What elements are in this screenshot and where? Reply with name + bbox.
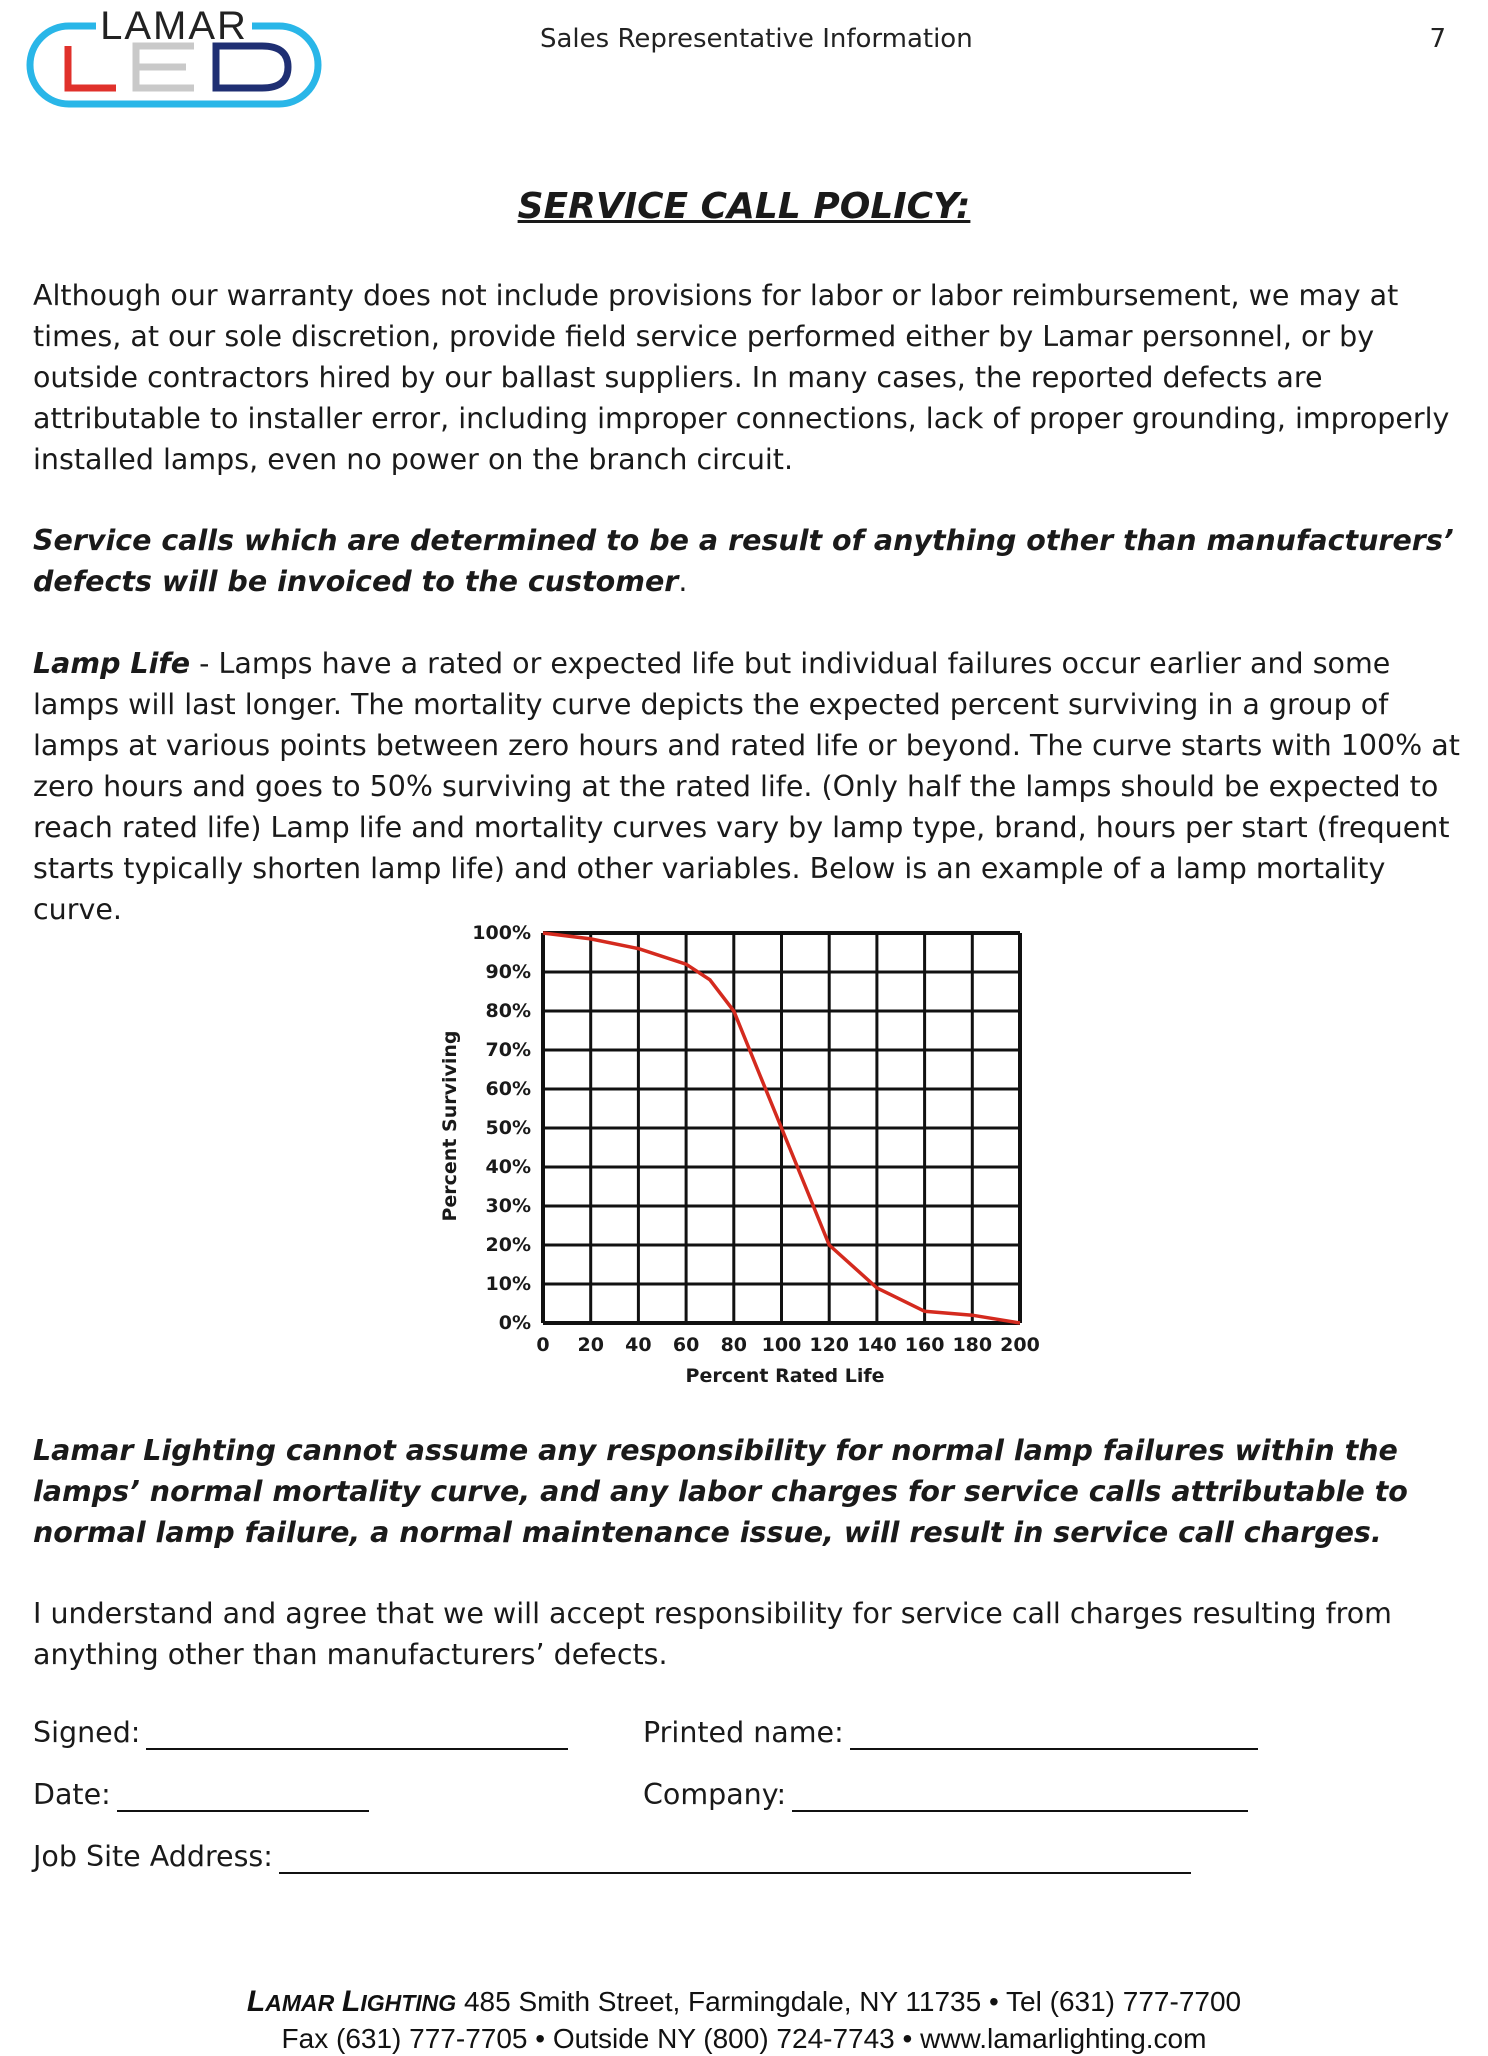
service-calls-period: . <box>678 565 688 598</box>
date-field[interactable] <box>117 1780 369 1812</box>
y-tick-label: 70% <box>485 1039 531 1061</box>
paragraph-service-calls <box>33 520 1463 602</box>
lamp-mortality-chart <box>430 920 1070 1390</box>
y-tick-label: 100% <box>472 922 531 944</box>
y-tick-label: 20% <box>485 1234 531 1256</box>
page-number: 7 <box>1429 24 1446 54</box>
x-tick-label: 180 <box>952 1334 993 1356</box>
x-tick-label: 60 <box>672 1334 700 1356</box>
logo-word: LAMAR <box>100 4 248 48</box>
x-tick-label: 160 <box>904 1334 945 1356</box>
footer-line-1 <box>0 1984 1488 2021</box>
printed-name-row <box>643 1716 1258 1750</box>
y-tick-label: 60% <box>485 1078 531 1100</box>
company-label: Company: <box>643 1778 787 1811</box>
signed-field[interactable] <box>146 1718 568 1750</box>
service-calls-statement: Service calls which are determined to be a result of anything other than manufacturers’ defects will be invoiced to the customer <box>33 524 1454 598</box>
company-row <box>643 1778 1248 1812</box>
lamar-led-logo <box>26 4 322 110</box>
job-site-label: Job Site Address: <box>33 1840 273 1873</box>
y-tick-label: 0% <box>498 1312 531 1334</box>
y-tick-label: 10% <box>485 1273 531 1295</box>
lamp-life-text: - Lamps have a rated or expected life but individual failures occur earlier and some lamps will last longer. The mortality curve depicts the expected percent surviving in a group of lamps at various points between zero hours and rated life or beyond. The curve starts with 100% at zero hours and goes to 50% surviving at the rated life. (Only half the lamps should be expected to reach rated life) Lamp life and mortality curves vary by lamp type, brand, hours per start (frequent starts typically shorten lamp life) and other variables. Below is an example of a lamp mortality curve. <box>33 647 1460 926</box>
x-axis-label: Percent Rated Life <box>685 1365 885 1387</box>
x-tick-label: 0 <box>536 1334 550 1356</box>
x-tick-label: 80 <box>720 1334 748 1356</box>
y-axis-label: Percent Surviving <box>439 1030 461 1222</box>
footer-address: 485 Smith Street, Farmingdale, NY 11735 • Tel (631) 777-7700 <box>456 1986 1242 2017</box>
y-tick-label: 40% <box>485 1156 531 1178</box>
responsibility-statement: Lamar Lighting cannot assume any responsibility for normal lamp failures within the lamps’ normal mortality curve, and any labor charges for service calls attributable to normal lamp failure, a normal maintenance issue, will result in service call charges. <box>33 1434 1408 1549</box>
x-tick-label: 200 <box>1000 1334 1040 1356</box>
y-tick-label: 90% <box>485 961 531 983</box>
footer-line-2: Fax (631) 777-7705 • Outside NY (800) 724-7743 • www.lamarlighting.com <box>281 2023 1207 2054</box>
paragraph-lamp-life <box>33 643 1463 930</box>
company-field[interactable] <box>792 1780 1248 1812</box>
footer-brand: LAMAR LIGHTING <box>246 1985 457 2018</box>
job-site-row <box>33 1840 1191 1874</box>
footer <box>0 1984 1488 2056</box>
x-tick-label: 100 <box>761 1334 802 1356</box>
y-tick-label: 30% <box>485 1195 531 1217</box>
paragraph-warranty: Although our warranty does not include provisions for labor or labor reimbursement, we may at times, at our sole discretion, provide field service performed either by Lamar personnel, or by outside contractors hired by our ballast suppliers. In many cases, the reported defects are attributable to installer error, including improper connections, lack of proper grounding, improperly installed lamps, even no power on the branch circuit. <box>33 279 1450 476</box>
signed-row <box>33 1716 568 1750</box>
x-tick-label: 40 <box>625 1334 652 1356</box>
policy-title: SERVICE CALL POLICY: <box>517 186 971 227</box>
date-label: Date: <box>33 1778 111 1811</box>
header-title: Sales Representative Information <box>540 24 973 54</box>
paragraph-responsibility <box>33 1430 1463 1553</box>
signed-label: Signed: <box>33 1716 141 1749</box>
x-tick-label: 20 <box>577 1334 604 1356</box>
paragraph-agreement: I understand and agree that we will accept responsibility for service call charges resulting from anything other than manufacturers’ defects. <box>33 1597 1392 1671</box>
printed-name-field[interactable] <box>850 1718 1258 1750</box>
x-tick-label: 140 <box>857 1334 897 1356</box>
chart-y-ticks <box>472 922 531 1334</box>
date-row <box>33 1778 369 1812</box>
job-site-field[interactable] <box>279 1842 1191 1874</box>
chart-x-ticks <box>536 1334 1039 1356</box>
y-tick-label: 80% <box>485 1000 531 1022</box>
lamp-life-lead: Lamp Life <box>33 647 191 680</box>
x-tick-label: 120 <box>809 1334 850 1356</box>
y-tick-label: 50% <box>485 1117 531 1139</box>
printed-name-label: Printed name: <box>643 1716 844 1749</box>
